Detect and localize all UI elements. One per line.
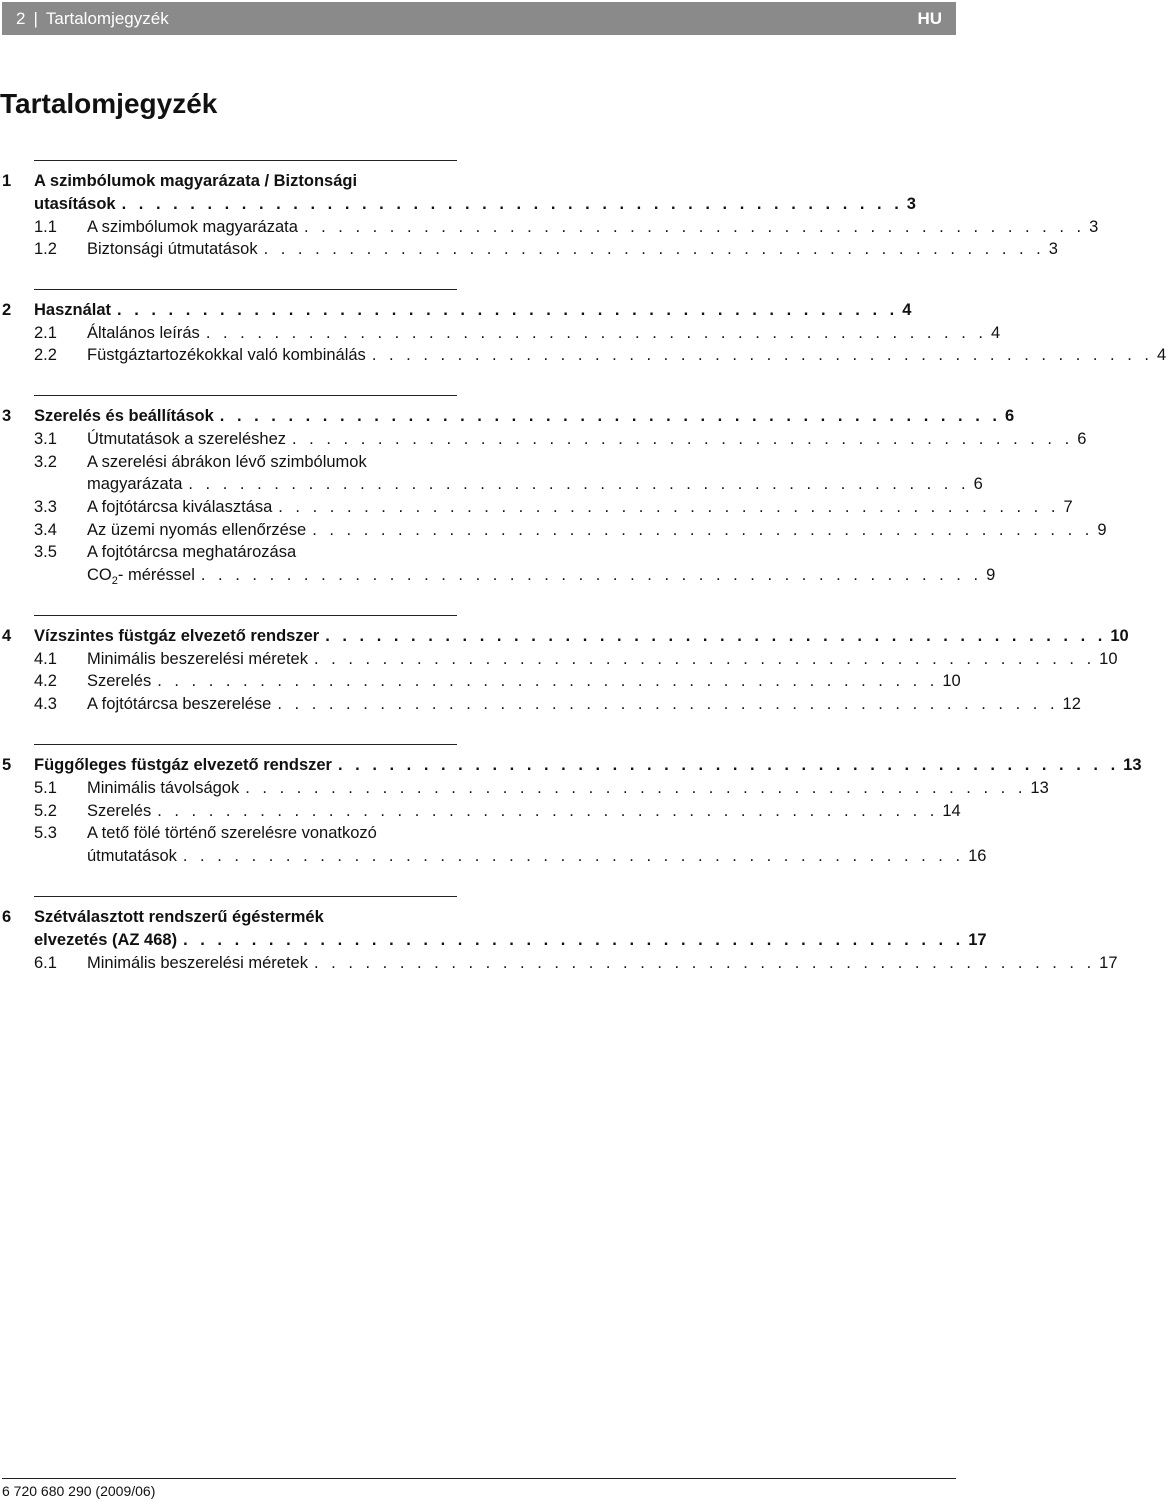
section-divider — [34, 289, 457, 290]
toc-entry-1-line2[interactable] — [0, 193, 916, 215]
toc-entry-number: 5 — [2, 756, 12, 774]
toc-entry-5-2[interactable] — [0, 800, 961, 822]
toc-entry-title: Füstgáztartozékokkal való kombinálás — [87, 346, 366, 364]
toc-entry-4-3[interactable] — [0, 693, 1081, 715]
toc-page-number: 9 — [1097, 521, 1107, 539]
toc-entry-title: utasítások — [34, 195, 116, 213]
toc-entry-number: 2 — [2, 301, 12, 319]
toc-entry-number: 4.3 — [34, 695, 57, 713]
toc-entry-3-4[interactable] — [0, 519, 1107, 541]
toc-page-number: 4 — [902, 301, 912, 319]
dot-leader: . . . . . . . . . . . . . . . . . . . . . . . . . . . . . . . . . . . . . . . . . . . . . . — [117, 301, 899, 319]
toc-entry-2[interactable] — [0, 299, 912, 321]
toc-entry-title: útmutatások — [87, 847, 177, 865]
dot-leader: . . . . . . . . . . . . . . . . . . . . . . . . . . . . . . . . . . . . . . . . . . . . . . — [277, 695, 1059, 713]
toc-entry-title-line1: A fojtótárcsa meghatározása — [87, 543, 297, 561]
dot-leader: . . . . . . . . . . . . . . . . . . . . . . . . . . . . . . . . . . . . . . . . . . . . . . — [200, 566, 983, 584]
toc-entry-title: elvezetés (AZ 468) — [34, 931, 178, 949]
toc-entry-5-3[interactable] — [0, 822, 457, 844]
toc-page-number: 17 — [1099, 954, 1118, 972]
section-divider — [34, 395, 457, 396]
toc-page-number: 3 — [1048, 240, 1058, 258]
toc-entry-number: 3.2 — [34, 453, 57, 471]
toc-page-number: 13 — [1123, 756, 1142, 774]
dot-leader: . . . . . . . . . . . . . . . . . . . . . . . . . . . . . . . . . . . . . . . . . . . . . . — [314, 650, 1096, 668]
toc-entry-3[interactable] — [0, 405, 1015, 427]
toc-entry-number: 3.1 — [34, 430, 57, 448]
toc-page-number: 6 — [973, 475, 983, 493]
toc-entry-title: Szerelés — [87, 672, 152, 690]
toc-entry-number: 1.2 — [34, 240, 57, 258]
toc-page-number: 3 — [906, 195, 916, 213]
dot-leader: . . . . . . . . . . . . . . . . . . . . . . . . . . . . . . . . . . . . . . . . . . . . . . — [121, 195, 903, 213]
toc-entry-1-1[interactable] — [0, 216, 1099, 238]
toc-entry-title: Minimális távolságok — [87, 779, 240, 797]
toc-entry-number: 1.1 — [34, 218, 57, 236]
toc-page-number: 13 — [1030, 779, 1049, 797]
dot-leader: . . . . . . . . . . . . . . . . . . . . . . . . . . . . . . . . . . . . . . . . . . . . . . — [183, 931, 965, 949]
subscript-2: 2 — [111, 575, 118, 587]
toc-entry-number: 4 — [2, 627, 12, 645]
toc-entry-title: A fojtótárcsa beszerelése — [87, 695, 272, 713]
header-page-number: 2 — [16, 8, 26, 28]
dot-leader: . . . . . . . . . . . . . . . . . . . . . . . . . . . . . . . . . . . . . . . . . . . . . . — [245, 779, 1027, 797]
co2-text: CO — [87, 566, 112, 584]
toc-entry-number: 4.1 — [34, 650, 57, 668]
header-section-title: Tartalomjegyzék — [45, 8, 169, 28]
toc-page-number: 12 — [1062, 695, 1081, 713]
toc-entry-title: Minimális beszerelési méretek — [87, 954, 308, 972]
toc-entry-title — [87, 564, 195, 592]
toc-entry-6[interactable] — [0, 906, 457, 928]
dot-leader: . . . . . . . . . . . . . . . . . . . . . . . . . . . . . . . . . . . . . . . . . . . . . . — [312, 521, 1094, 539]
toc-entry-5-1[interactable] — [0, 777, 1049, 799]
toc-entry-title-line1: A szerelési ábrákon lévő szimbólumok — [87, 453, 367, 471]
dot-leader: . . . . . . . . . . . . . . . . . . . . . . . . . . . . . . . . . . . . . . . . . . . . . . — [371, 346, 1153, 364]
toc-entry-3-2[interactable] — [0, 451, 457, 473]
toc-page-number: 17 — [968, 931, 987, 949]
toc-entry-title: Biztonsági útmutatások — [87, 240, 258, 258]
toc-entry-4[interactable] — [0, 625, 1129, 647]
dot-leader: . . . . . . . . . . . . . . . . . . . . . . . . . . . . . . . . . . . . . . . . . . . . . . — [278, 498, 1060, 516]
dot-leader: . . . . . . . . . . . . . . . . . . . . . . . . . . . . . . . . . . . . . . . . . . . . . . — [263, 240, 1045, 258]
toc-entry-title: Általános leírás — [87, 324, 200, 342]
dot-leader: . . . . . . . . . . . . . . . . . . . . . . . . . . . . . . . . . . . . . . . . . . . . . . — [157, 802, 939, 820]
toc-entry-3-3[interactable] — [0, 496, 1073, 518]
toc-page-number: 16 — [968, 847, 987, 865]
measurement-text: - méréssel — [117, 566, 195, 584]
toc-entry-number: 3 — [2, 407, 12, 425]
toc-entry-title: Szerelés és beállítások — [34, 407, 214, 425]
toc-page-number: 6 — [1077, 430, 1087, 448]
section-divider — [34, 896, 457, 897]
page-header-bar — [2, 2, 956, 35]
toc-entry-title-line1: A tető fölé történő szerelésre vonatkozó — [87, 824, 377, 842]
page-title: Tartalomjegyzék — [0, 88, 218, 119]
toc-entry-5-3-line2[interactable] — [0, 845, 987, 867]
toc-entry-5[interactable] — [0, 754, 1142, 776]
header-language-code: HU — [917, 8, 942, 28]
toc-entry-1-2[interactable] — [0, 238, 1058, 260]
toc-page-number: 9 — [986, 566, 996, 584]
toc-entry-3-5[interactable] — [0, 541, 457, 563]
toc-entry-number: 6 — [2, 908, 12, 926]
toc-page-number: 10 — [1099, 650, 1118, 668]
dot-leader: . . . . . . . . . . . . . . . . . . . . . . . . . . . . . . . . . . . . . . . . . . . . . . — [303, 218, 1086, 236]
toc-entry-title: magyarázata — [87, 475, 183, 493]
toc-entry-4-1[interactable] — [0, 648, 1118, 670]
toc-entry-2-2[interactable] — [0, 344, 1166, 366]
toc-page-number: 4 — [1156, 346, 1166, 364]
toc-entry-number: 6.1 — [34, 954, 57, 972]
footer-document-code: 6 720 680 290 (2009/06) — [2, 1483, 156, 1499]
section-divider — [34, 615, 457, 616]
toc-entry-number: 2.1 — [34, 324, 57, 342]
toc-entry-title: Az üzemi nyomás ellenőrzése — [87, 521, 307, 539]
toc-page-number: 3 — [1089, 218, 1099, 236]
toc-page-number: 10 — [1110, 627, 1129, 645]
header-separator: | — [33, 8, 38, 28]
section-divider — [34, 744, 457, 745]
toc-entry-number: 5.1 — [34, 779, 57, 797]
toc-entry-title: Útmutatások a szereléshez — [87, 430, 287, 448]
toc-entry-number: 5.3 — [34, 824, 57, 842]
toc-entry-1-title-line1[interactable]: A szimbólumok magyarázata / Biztonsági — [34, 172, 358, 190]
toc-entry-3-1[interactable] — [0, 428, 1087, 450]
toc-page-number: 14 — [942, 802, 961, 820]
toc-entry-number: 1 — [2, 172, 12, 190]
toc-entry-number: 5.2 — [34, 802, 57, 820]
toc-entry-title: A fojtótárcsa kiválasztása — [87, 498, 273, 516]
dot-leader: . . . . . . . . . . . . . . . . . . . . . . . . . . . . . . . . . . . . . . . . . . . . . . — [337, 756, 1120, 774]
toc-entry-title-line1: Szétválasztott rendszerű égéstermék — [34, 908, 324, 926]
toc-entry-3-5-line2[interactable] — [0, 564, 996, 587]
dot-leader: . . . . . . . . . . . . . . . . . . . . . . . . . . . . . . . . . . . . . . . . . . . . . . — [157, 672, 939, 690]
toc-entry-title: Használat — [34, 301, 112, 319]
toc-entry-3-2-line2[interactable] — [0, 473, 983, 495]
toc-entry-title: Függőleges füstgáz elvezető rendszer — [34, 756, 332, 774]
dot-leader: . . . . . . . . . . . . . . . . . . . . . . . . . . . . . . . . . . . . . . . . . . . . . . — [325, 627, 1107, 645]
toc-entry-number: 4.2 — [34, 672, 57, 690]
toc-page-number: 7 — [1063, 498, 1073, 516]
toc-entry-title: Vízszintes füstgáz elvezető rendszer — [34, 627, 320, 645]
toc-entry-title: Szerelés — [87, 802, 152, 820]
toc-entry-number: 3.3 — [34, 498, 57, 516]
dot-leader: . . . . . . . . . . . . . . . . . . . . . . . . . . . . . . . . . . . . . . . . . . . . . . — [219, 407, 1001, 425]
toc-entry-1[interactable] — [0, 170, 457, 192]
toc-page-number: 6 — [1004, 407, 1015, 425]
toc-entry-number: 3.4 — [34, 521, 57, 539]
dot-leader: . . . . . . . . . . . . . . . . . . . . . . . . . . . . . . . . . . . . . . . . . . . . . . — [182, 847, 965, 865]
toc-entry-2-1[interactable] — [0, 322, 1001, 344]
dot-leader: . . . . . . . . . . . . . . . . . . . . . . . . . . . . . . . . . . . . . . . . . . . . . . — [292, 430, 1074, 448]
footer-divider — [2, 1478, 956, 1479]
toc-entry-6-1[interactable] — [0, 952, 1118, 974]
toc-entry-number: 3.5 — [34, 543, 57, 561]
toc-entry-6-line2[interactable] — [0, 929, 987, 951]
dot-leader: . . . . . . . . . . . . . . . . . . . . . . . . . . . . . . . . . . . . . . . . . . . . . . — [205, 324, 987, 342]
section-divider — [34, 160, 457, 161]
toc-entry-4-2[interactable] — [0, 670, 961, 692]
toc-entry-title: A szimbólumok magyarázata — [87, 218, 298, 236]
toc-page-number: 4 — [990, 324, 1001, 342]
toc-page-number: 10 — [942, 672, 961, 690]
toc-entry-title: Minimális beszerelési méretek — [87, 650, 308, 668]
dot-leader: . . . . . . . . . . . . . . . . . . . . . . . . . . . . . . . . . . . . . . . . . . . . . . — [314, 954, 1096, 972]
toc-entry-number: 2.2 — [34, 346, 57, 364]
dot-leader: . . . . . . . . . . . . . . . . . . . . . . . . . . . . . . . . . . . . . . . . . . . . . . — [188, 475, 970, 493]
